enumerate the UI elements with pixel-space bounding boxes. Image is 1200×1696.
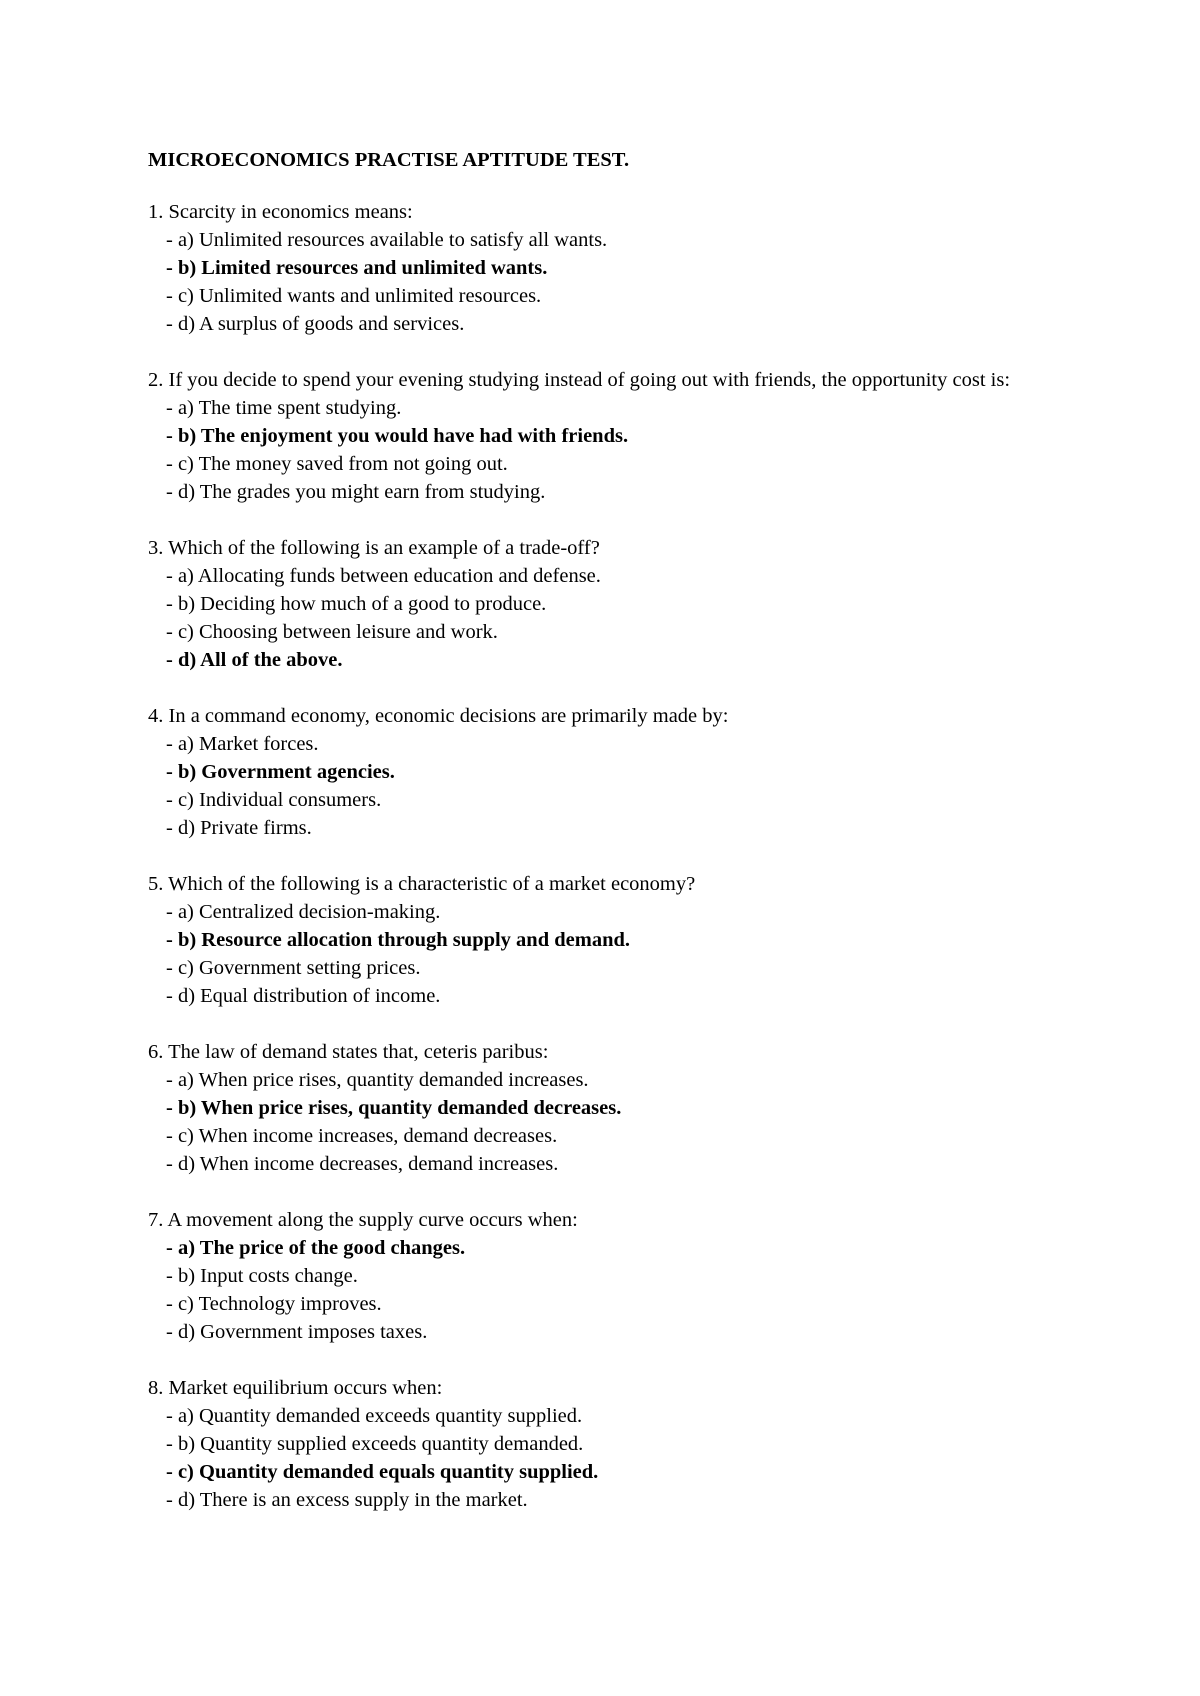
answer-option: - a) Market forces.	[166, 733, 319, 755]
question-6	[148, 1038, 1064, 1178]
question-7	[148, 1206, 1064, 1346]
answer-option: - d) Government imposes taxes.	[166, 1321, 428, 1343]
answer-option: - a) When price rises, quantity demanded increases.	[166, 1069, 589, 1091]
answer-option-correct: - b) Limited resources and unlimited wants.	[166, 257, 548, 279]
answer-options	[148, 1402, 1064, 1514]
answer-option: - d) There is an excess supply in the market.	[166, 1489, 528, 1511]
question-stem: 5. Which of the following is a characteristic of a market economy?	[148, 873, 696, 895]
answer-option: - a) Centralized decision-making.	[166, 901, 441, 923]
question-stem: 2. If you decide to spend your evening studying instead of going out with friends, the opportunity cost is:	[148, 369, 1011, 391]
answer-options	[148, 562, 1064, 674]
answer-options	[148, 730, 1064, 842]
answer-option: - d) When income decreases, demand increases.	[166, 1153, 559, 1175]
question-list	[148, 198, 1064, 1514]
answer-option: - c) Individual consumers.	[166, 789, 382, 811]
answer-option: - a) Allocating funds between education and defense.	[166, 565, 601, 587]
answer-option: - c) Technology improves.	[166, 1293, 382, 1315]
answer-option: - c) Choosing between leisure and work.	[166, 621, 498, 643]
answer-option: - d) Equal distribution of income.	[166, 985, 441, 1007]
answer-option-correct: - b) Resource allocation through supply and demand.	[166, 929, 630, 951]
question-stem: 6. The law of demand states that, ceteris paribus:	[148, 1041, 549, 1063]
answer-option: - c) When income increases, demand decreases.	[166, 1125, 558, 1147]
answer-option: - b) Quantity supplied exceeds quantity demanded.	[166, 1433, 584, 1455]
answer-options	[148, 1234, 1064, 1346]
answer-options	[148, 898, 1064, 1010]
question-5	[148, 870, 1064, 1010]
answer-option: - c) Unlimited wants and unlimited resources.	[166, 285, 542, 307]
answer-option-correct: - c) Quantity demanded equals quantity supplied.	[166, 1461, 599, 1483]
answer-option: - d) A surplus of goods and services.	[166, 313, 465, 335]
document-title: MICROECONOMICS PRACTISE APTITUDE TEST.	[148, 149, 630, 171]
answer-option-correct: - a) The price of the good changes.	[166, 1237, 466, 1259]
answer-option: - b) Input costs change.	[166, 1265, 358, 1287]
question-2	[148, 366, 1064, 506]
question-stem: 4. In a command economy, economic decisions are primarily made by:	[148, 705, 729, 727]
answer-option-correct: - b) Government agencies.	[166, 761, 395, 783]
question-8	[148, 1374, 1064, 1514]
answer-option: - c) The money saved from not going out.	[166, 453, 508, 475]
answer-option: - d) Private firms.	[166, 817, 312, 839]
question-4	[148, 702, 1064, 842]
question-stem: 3. Which of the following is an example of a trade-off?	[148, 537, 600, 559]
answer-option: - a) Unlimited resources available to satisfy all wants.	[166, 229, 608, 251]
question-stem: 7. A movement along the supply curve occurs when:	[148, 1209, 578, 1231]
answer-option: - b) Deciding how much of a good to produce.	[166, 593, 547, 615]
answer-option: - a) Quantity demanded exceeds quantity supplied.	[166, 1405, 583, 1427]
question-stem: 8. Market equilibrium occurs when:	[148, 1377, 443, 1399]
question-3	[148, 534, 1064, 674]
answer-option: - c) Government setting prices.	[166, 957, 421, 979]
answer-options	[148, 226, 1064, 338]
answer-options	[148, 394, 1064, 506]
question-stem: 1. Scarcity in economics means:	[148, 201, 413, 223]
answer-option: - a) The time spent studying.	[166, 397, 402, 419]
document-page	[148, 146, 1064, 1542]
answer-option-correct: - d) All of the above.	[166, 649, 343, 671]
answer-options	[148, 1066, 1064, 1178]
answer-option: - d) The grades you might earn from studying.	[166, 481, 546, 503]
question-1	[148, 198, 1064, 338]
answer-option-correct: - b) The enjoyment you would have had with friends.	[166, 425, 629, 447]
answer-option-correct: - b) When price rises, quantity demanded decreases.	[166, 1097, 622, 1119]
